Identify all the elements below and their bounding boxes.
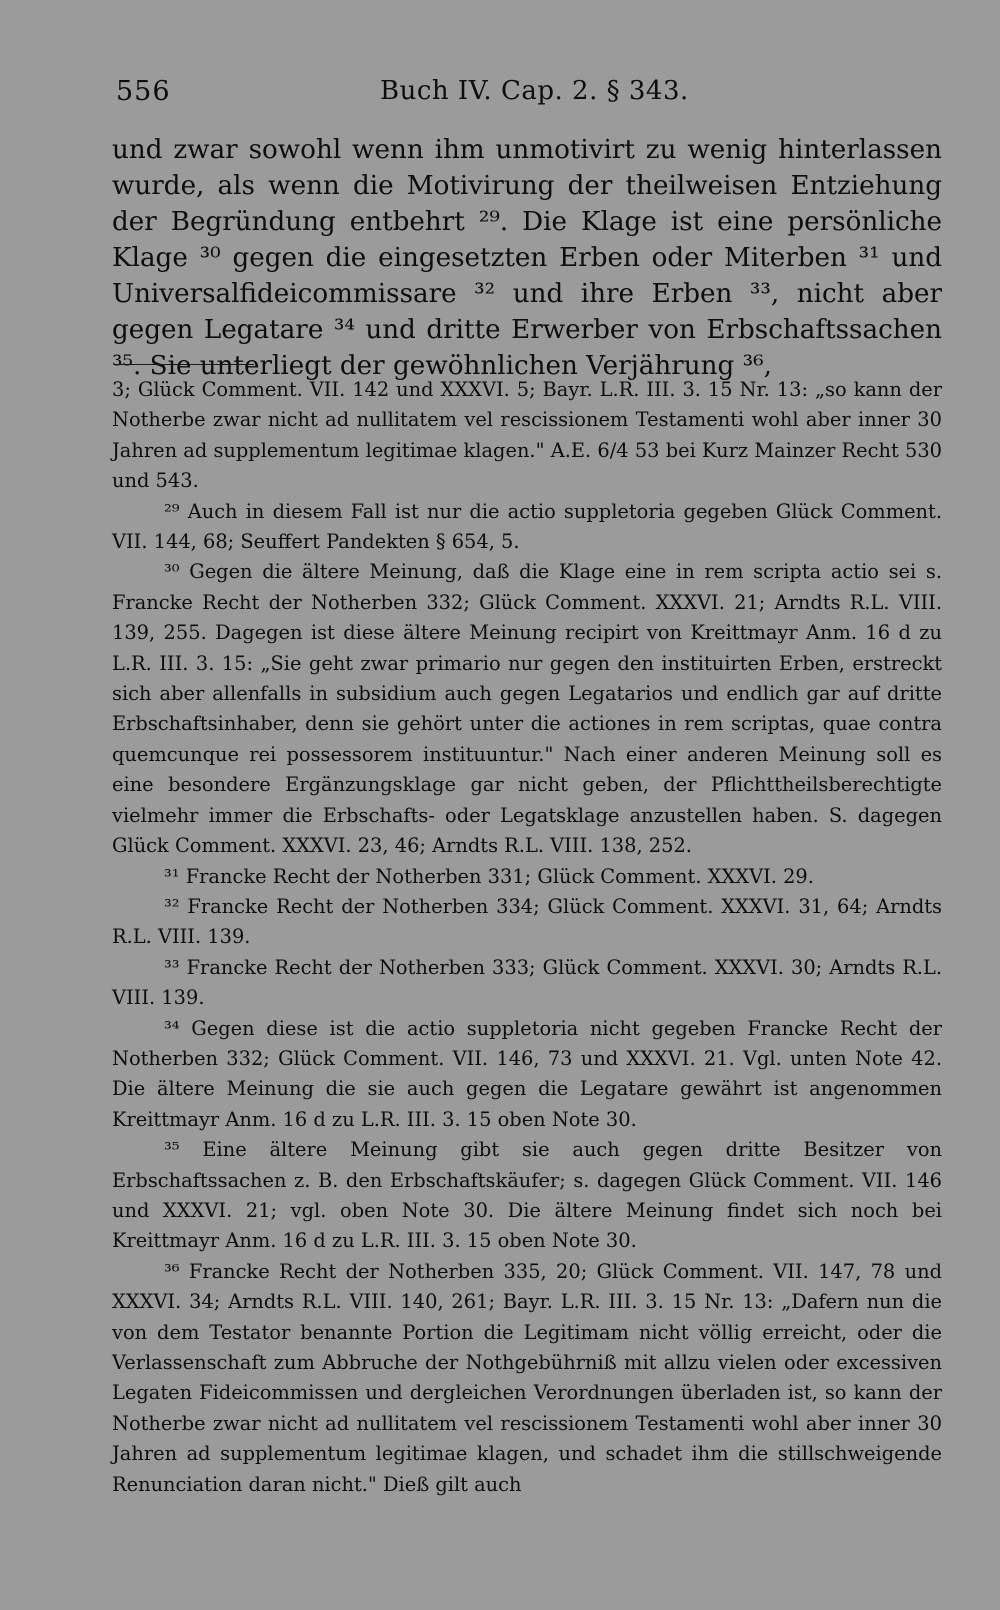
footnote-30: ³⁰ Gegen die ältere Meinung, daß die Klage eine in rem scripta actio sei s. Francke Recht der Notherben 332; Glück Comment. XXXVI. 21; Arndts R.L. VIII. 139, 255. Dagegen ist diese ältere Meinung recipirt von Kreittmayr Anm. 16 d zu L.R. III. 3. 15: „Sie geht zwar primario nur gegen den instituirten Erben, erstreckt sich aber allenfalls in subsidium auch gegen Legatarios und endlich gar auf dritte Erbschaftsinhaber, denn sie gehört unter die actiones in rem scriptas, quae contra quemcunque rei possessorem instituuntur." Nach einer anderen Meinung soll es eine besondere Ergänzungsklage gar nicht geben, der Pflichttheilsberechtigte vielmehr immer die Erbschafts- oder Legatsklage anzustellen haben. S. dagegen Glück Comment. XXXVI. 23, 46; Arndts R.L. VIII. 138, 252. bbox=[112, 560, 942, 858]
page-number: 556 bbox=[116, 76, 171, 107]
footnote-33: ³³ Francke Recht der Notherben 333; Glück Comment. XXXVI. 30; Arndts R.L. VIII. 139. bbox=[112, 955, 942, 1010]
footnote-continuation: 3; Glück Comment. VII. 142 und XXXVI. 5; Bayr. L.R. III. 3. 15 Nr. 13: „so kann der Notherbe zwar nicht ad nullitatem vel rescissionem Testamenti wohl aber inner 30 Jahren ad supplementum legitimae klagen." A.E. 6/4 53 bei Kurz Mainzer Recht 530 und 543. bbox=[112, 378, 942, 493]
footnotes bbox=[112, 375, 942, 1500]
main-paragraph: und zwar sowohl wenn ihm unmotivirt zu wenig hinterlassen wurde, als wenn die Motivirung der theilweisen Entziehung der Begründung entbehrt ²⁹. Die Klage ist eine persönliche Klage ³⁰ gegen die eingesetzten Erben oder Miterben ³¹ und Universalfideicommissare ³² und ihre Erben ³³, nicht aber gegen Legatare ³⁴ und dritte Erwerber von Erbschaftssachen ³⁵. Sie unterliegt der gewöhnlichen Verjährung ³⁶, bbox=[112, 135, 942, 381]
footnote-separator bbox=[114, 364, 254, 365]
footnote-35: ³⁵ Eine ältere Meinung gibt sie auch gegen dritte Besitzer von Erbschaftssachen z. B. den Erbschaftskäufer; s. dagegen Glück Comment. VII. 146 und XXXVI. 21; vgl. oben Note 30. Die ältere Meinung findet sich noch bei Kreittmayr Anm. 16 d zu L.R. III. 3. 15 oben Note 30. bbox=[112, 1138, 942, 1253]
footnote-29: ²⁹ Auch in diesem Fall ist nur die actio suppletoria gegeben Glück Comment. VII. 144, 68; Seuffert Pandekten § 654, 5. bbox=[112, 499, 942, 554]
main-text bbox=[112, 132, 942, 384]
running-head: Buch IV. Cap. 2. § 343. bbox=[380, 76, 689, 106]
footnote-36: ³⁶ Francke Recht der Notherben 335, 20; Glück Comment. VII. 147, 78 und XXXVI. 34; Arndts R.L. VIII. 140, 261; Bayr. L.R. III. 3. 15 Nr. 13: „Dafern nun die von dem Testator benannte Portion die Legitimam nicht völlig erreicht, oder die Verlassenschaft zum Abbruche der Nothgebührniß mit allzu vielen oder excessiven Legaten Fideicommissen und dergleichen Verordnungen überladen ist, so kann der Notherbe zwar nicht ad nullitatem vel rescissionem Testamenti wohl aber inner 30 Jahren ad supplementum legitimae klagen, und schadet ihm die stillschweigende Renunciation daran nicht." Dieß gilt auch bbox=[112, 1259, 942, 1496]
page-header bbox=[116, 76, 936, 116]
footnote-32: ³² Francke Recht der Notherben 334; Glück Comment. XXXVI. 31, 64; Arndts R.L. VIII. 139. bbox=[112, 894, 942, 949]
footnote-34: ³⁴ Gegen diese ist die actio suppletoria nicht gegeben Francke Recht der Notherben 332; Glück Comment. VII. 146, 73 und XXXVI. 21. Vgl. unten Note 42. Die ältere Meinung die sie auch gegen die Legatare gewährt ist angenommen Kreittmayr Anm. 16 d zu L.R. III. 3. 15 oben Note 30. bbox=[112, 1016, 942, 1131]
footnote-31: ³¹ Francke Recht der Notherben 331; Glück Comment. XXXVI. 29. bbox=[164, 864, 814, 888]
